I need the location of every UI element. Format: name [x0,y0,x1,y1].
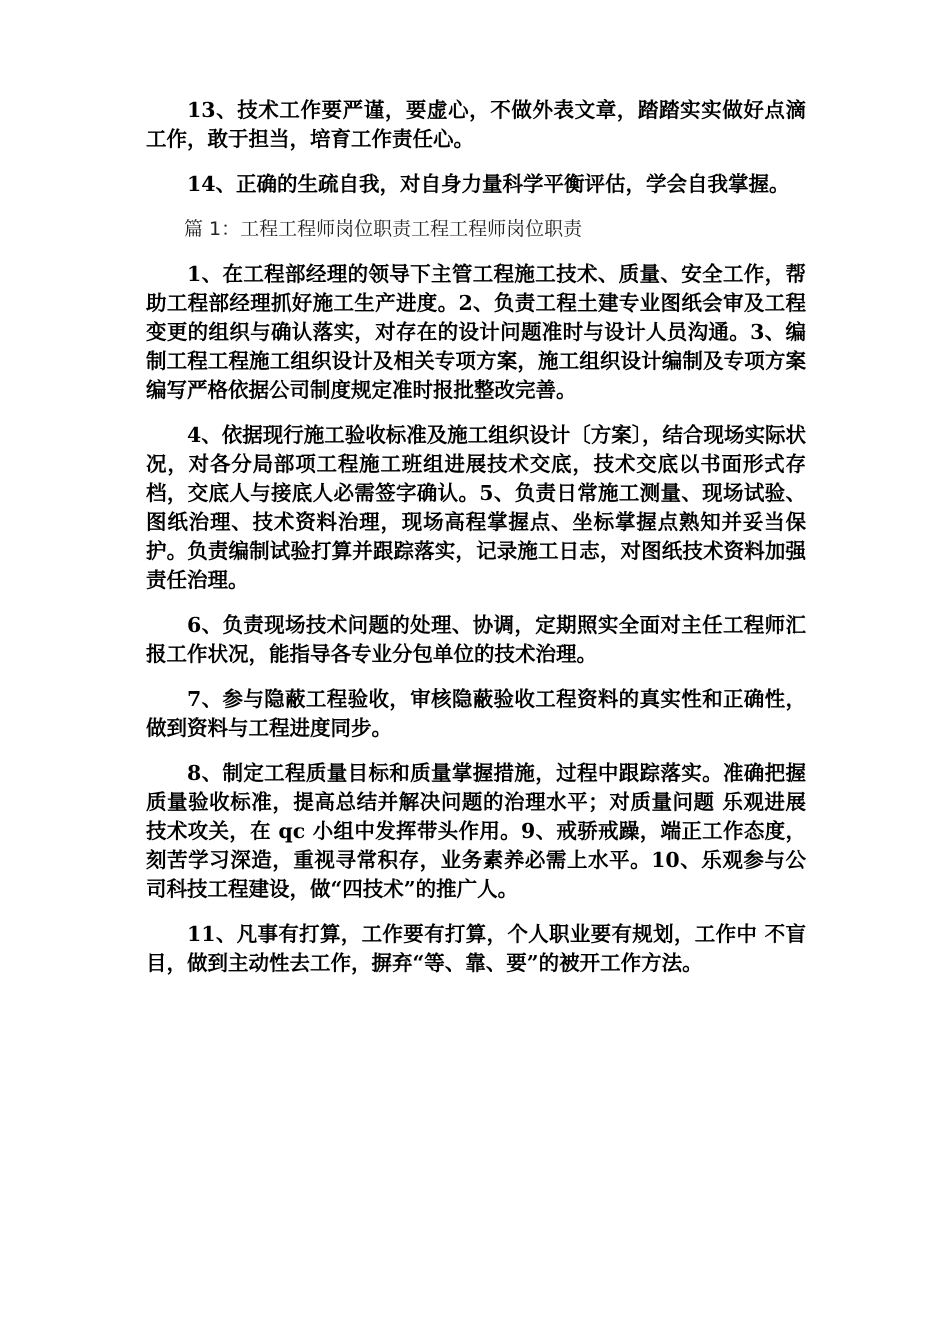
paragraph-duties-6: 6、负责现场技术问题的处理、协调，定期照实全面对主任工程师汇报工作状况，能指导各专业分包单位的技术治理。 [146,613,806,666]
section-heading: 篇 1：工程工程师岗位职责工程工程师岗位职责 [184,218,583,240]
paragraph-duties-11: 11、凡事有打算，工作要有打算，个人职业要有规划，工作中 不盲目，做到主动性去工作，摒弃“等、靠、要”的被开工作方法。 [146,922,806,975]
paragraph-duties-8-10: 8、制定工程质量目标和质量掌握措施，过程中跟踪落实。准确把握质量验收标准，提高总结并解决问题的治理水平；对质量问题 乐观进展技术攻关，在 qc 小组中发挥带头作用。9、戒骄戒躁，端正工作态度，刻苦学习深造，重视寻常积存，业务素养必需上水平。10、乐观参与公司科技工程建设，做“四技术”的推广人。 [146,761,806,901]
paragraph-item-13: 13、技术工作要严谨，要虚心，不做外表文章，踏踏实实做好点滴工作，敢于担当，培育工作责任心。 [146,98,806,151]
paragraph-item-14: 14、正确的生疏自我，对自身力量科学平衡评估，学会自我掌握。 [187,172,790,196]
paragraph-duties-4-5: 4、依据现行施工验收标准及施工组织设计〔方案〕，结合现场实际状况，对各分局部项工程施工班组进展技术交底，技术交底以书面形式存档，交底人与接底人必需签字确认。5、负责日常施工测量、现场试验、图纸治理、技术资料治理，现场高程掌握点、坐标掌握点熟知并妥当保护。负责编制试验打算并跟踪落实，记录施工日志，对图纸技术资料加强责任治理。 [146,423,807,592]
paragraph-duties-7: 7、参与隐蔽工程验收，审核隐蔽验收工程资料的真实性和正确性，做到资料与工程进度同步。 [146,687,806,740]
document-body [146,96,806,994]
paragraph-duties-1-3: 1、在工程部经理的领导下主管工程施工技术、质量、安全工作，帮助工程部经理抓好施工生产进度。2、负责工程土建专业图纸会审及工程变更的组织与确认落实，对存在的设计问题准时与设计人员沟通。3、编制工程工程施工组织设计及相关专项方案，施工组织设计编制及专项方案编写严格依据公司制度规定准时报批整改完善。 [146,262,806,402]
